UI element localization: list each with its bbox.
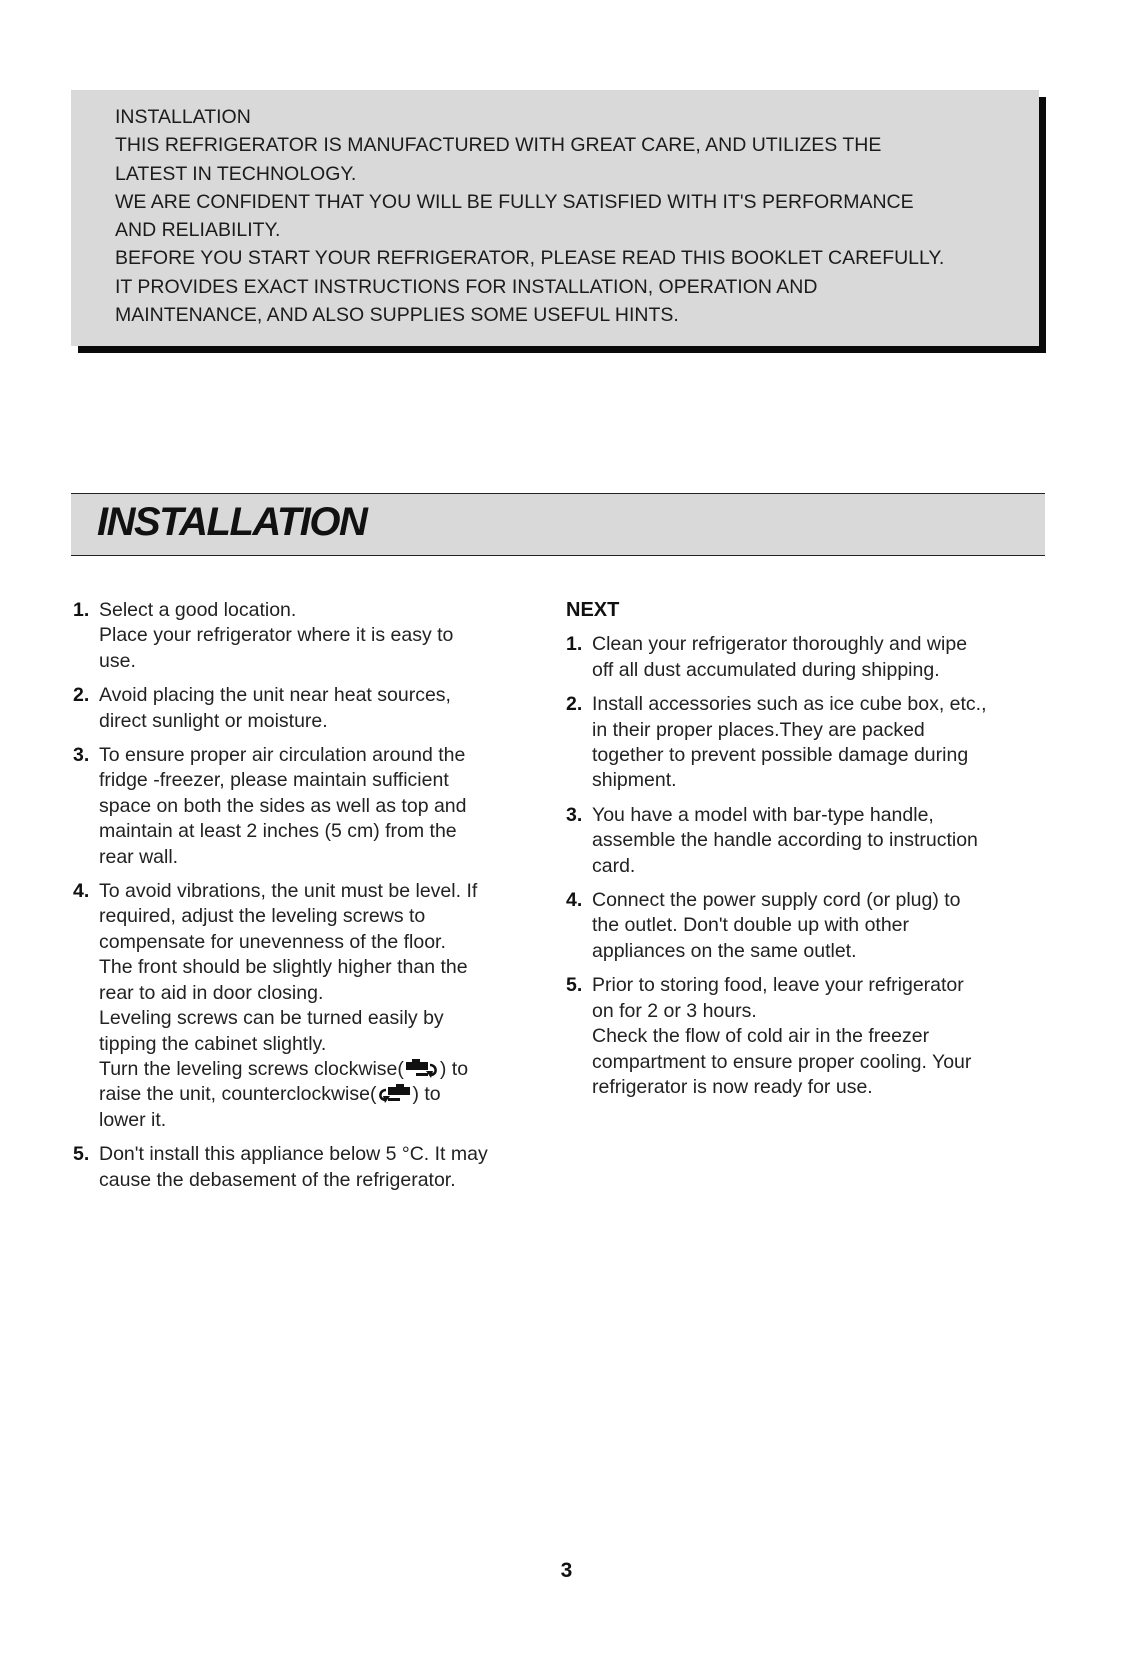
step-text: To avoid vibrations, the unit must be level. If bbox=[99, 880, 478, 903]
intro-notice-box bbox=[71, 90, 1039, 346]
notice-line: BEFORE YOU START YOUR REFRIGERATOR, PLEASE READ THIS BOOKLET CAREFULLY. bbox=[115, 247, 945, 270]
step-text: Don't install this appliance below 5 °C. It may bbox=[99, 1143, 488, 1166]
list-item bbox=[73, 683, 533, 734]
step-text: compensate for unevenness of the floor. bbox=[99, 930, 446, 953]
step-text: fridge -freezer, please maintain sufficient bbox=[99, 769, 449, 792]
step-text: required, adjust the leveling screws to bbox=[99, 905, 426, 928]
step-text: Prior to storing food, leave your refrigerator bbox=[592, 974, 964, 997]
list-item bbox=[566, 803, 1026, 879]
step-number: 3. bbox=[566, 803, 583, 826]
step-text: shipment. bbox=[592, 769, 677, 792]
counterclockwise-rotation-icon bbox=[376, 1084, 412, 1104]
step-number: 3. bbox=[73, 744, 90, 767]
step-text: maintain at least 2 inches (5 cm) from the bbox=[99, 820, 457, 843]
step-number: 1. bbox=[566, 633, 583, 656]
step-text: Place your refrigerator where it is easy to bbox=[99, 624, 454, 647]
counterclockwise-instruction bbox=[99, 1082, 533, 1107]
step-number: 4. bbox=[73, 880, 90, 903]
notice-line: THIS REFRIGERATOR IS MANUFACTURED WITH GREAT CARE, AND UTILIZES THE bbox=[115, 134, 882, 157]
step-text: Turn the leveling screws clockwise( bbox=[99, 1057, 404, 1080]
intro-notice-text bbox=[115, 103, 1030, 329]
list-item bbox=[73, 743, 533, 870]
notice-line: LATEST IN TECHNOLOGY. bbox=[115, 162, 357, 185]
installation-steps-list bbox=[73, 598, 533, 1193]
list-item bbox=[566, 888, 1026, 964]
step-text: Install accessories such as ice cube box, etc., bbox=[592, 693, 987, 716]
step-text: compartment to ensure proper cooling. Your bbox=[592, 1050, 972, 1073]
step-text: together to prevent possible damage during bbox=[592, 744, 969, 767]
page-number: 3 bbox=[560, 1559, 573, 1582]
clockwise-rotation-icon bbox=[404, 1059, 440, 1079]
step-text: ) to bbox=[439, 1057, 469, 1080]
step-number: 1. bbox=[73, 599, 90, 621]
clockwise-instruction bbox=[99, 1057, 533, 1082]
list-item bbox=[566, 973, 1026, 1100]
step-text: Clean your refrigerator thoroughly and wipe bbox=[592, 633, 968, 656]
step-text: rear to aid in door closing. bbox=[99, 981, 324, 1004]
step-text: Avoid placing the unit near heat sources, bbox=[99, 684, 451, 707]
section-title-bar bbox=[71, 493, 1045, 556]
notice-line: AND RELIABILITY. bbox=[115, 219, 281, 242]
step-text: tipping the cabinet slightly. bbox=[99, 1032, 327, 1055]
next-steps-list bbox=[566, 632, 1026, 1100]
list-item bbox=[73, 879, 533, 1133]
step-text: assemble the handle according to instruction bbox=[592, 829, 978, 852]
step-text: Check the flow of cold air in the freezer bbox=[592, 1025, 930, 1048]
step-text: raise the unit, counterclockwise( bbox=[99, 1083, 377, 1106]
list-item bbox=[566, 632, 1026, 683]
step-text: the outlet. Don't double up with other bbox=[592, 914, 910, 937]
notice-line: MAINTENANCE, AND ALSO SUPPLIES SOME USEFUL HINTS. bbox=[115, 304, 679, 327]
step-text: Leveling screws can be turned easily by bbox=[99, 1007, 444, 1030]
step-text: cause the debasement of the refrigerator. bbox=[99, 1168, 456, 1191]
step-number: 2. bbox=[566, 693, 583, 716]
step-text: lower it. bbox=[99, 1108, 167, 1131]
step-text: You have a model with bar-type handle, bbox=[592, 803, 934, 826]
list-item bbox=[566, 692, 1026, 794]
step-text: ) to bbox=[412, 1083, 441, 1106]
step-text: space on both the sides as well as top and bbox=[99, 794, 467, 817]
step-text: direct sunlight or moisture. bbox=[99, 709, 328, 732]
step-text: refrigerator is now ready for use. bbox=[592, 1075, 873, 1098]
step-text: off all dust accumulated during shipping. bbox=[592, 658, 940, 681]
section-title: INSTALLATION bbox=[97, 500, 367, 544]
step-text: in their proper places.They are packed bbox=[592, 718, 925, 741]
step-text: card. bbox=[592, 854, 636, 877]
step-text: rear wall. bbox=[99, 845, 179, 868]
step-text: The front should be slightly higher than the bbox=[99, 956, 468, 979]
installation-steps-column bbox=[73, 598, 533, 1202]
step-text: To ensure proper air circulation around the bbox=[99, 744, 466, 767]
step-text: appliances on the same outlet. bbox=[592, 939, 857, 962]
step-text: Select a good location. bbox=[99, 599, 297, 621]
next-steps-column bbox=[566, 598, 1026, 1109]
step-number: 5. bbox=[73, 1143, 90, 1166]
list-item bbox=[73, 1142, 533, 1193]
step-number: 4. bbox=[566, 889, 583, 912]
step-text: Connect the power supply cord (or plug) to bbox=[592, 889, 961, 912]
step-number: 5. bbox=[566, 974, 583, 997]
list-item bbox=[73, 598, 533, 674]
step-text: use. bbox=[99, 649, 136, 672]
notice-line: WE ARE CONFIDENT THAT YOU WILL BE FULLY SATISFIED WITH IT'S PERFORMANCE bbox=[115, 190, 914, 213]
step-number: 2. bbox=[73, 684, 90, 707]
notice-heading: INSTALLATION bbox=[115, 106, 251, 128]
next-heading: NEXT bbox=[566, 599, 620, 621]
step-text: on for 2 or 3 hours. bbox=[592, 999, 757, 1022]
notice-line: IT PROVIDES EXACT INSTRUCTIONS FOR INSTALLATION, OPERATION AND bbox=[115, 275, 818, 298]
